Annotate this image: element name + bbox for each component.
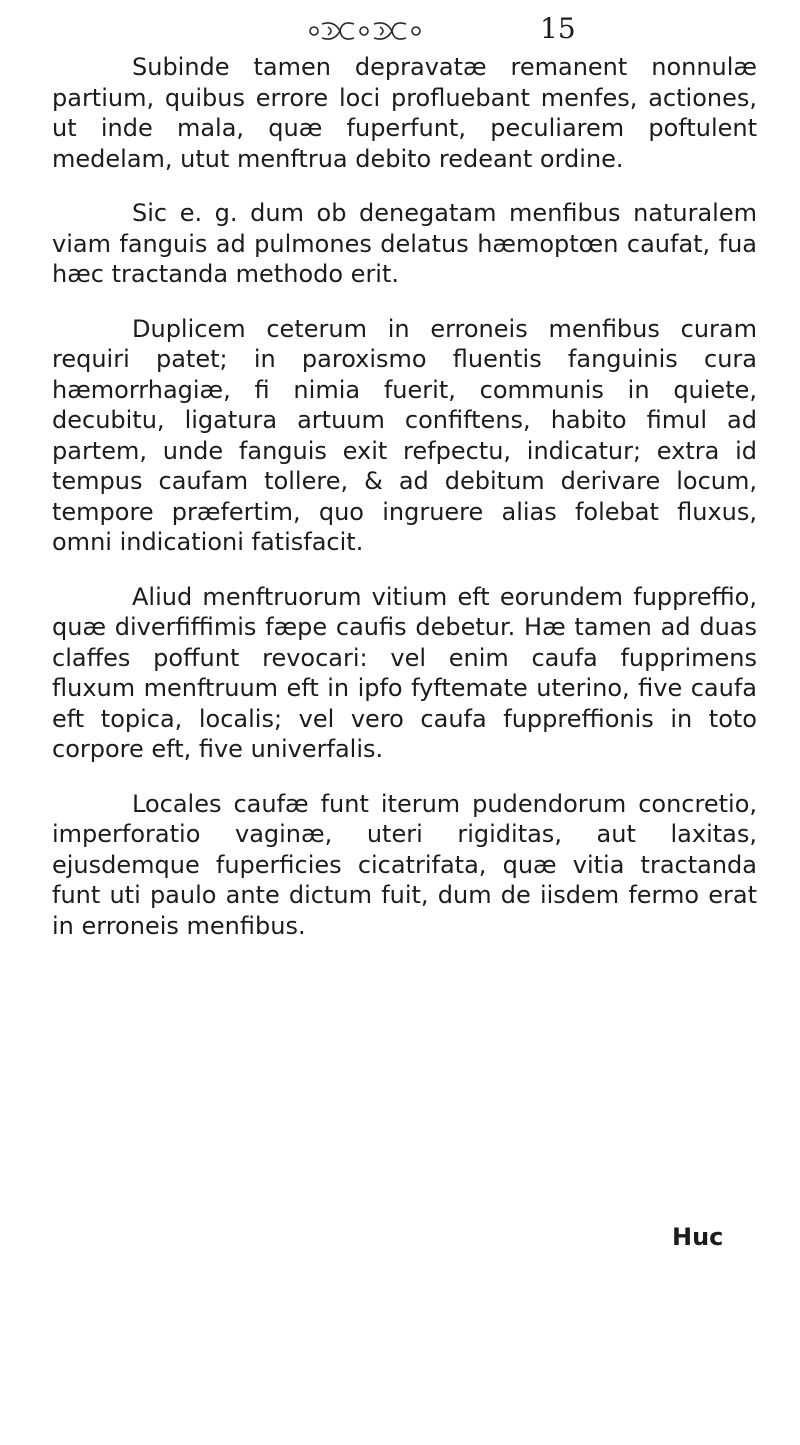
- page-header: [0, 12, 800, 52]
- printer-ornament-icon: [306, 16, 466, 42]
- paragraph-4: Aliud menftruorum vitium eft eorundem fuppreffio, quæ diverfiffimis fæpe caufis debetur. Hæ tamen ad duas claffes poffunt revocari: vel enim caufa fupprimens fluxum menftruum eft in ipfo fyftemate uterino, five caufa eft topica, localis; vel vero caufa fuppreffionis in toto corpore eft, five univerfalis.: [52, 582, 757, 763]
- catchword: Huc: [672, 1223, 724, 1251]
- paragraph-1: Subinde tamen depravatæ remanent nonnulæ partium, quibus errore loci profluebant menfes, actiones, ut inde mala, quæ fuperfunt, peculiarem poftulent medelam, utut menftrua debito redeant ordine.: [52, 53, 757, 173]
- paragraph-5: Locales caufæ funt iterum pudendorum concretio, imperforatio vaginæ, uteri rigiditas, aut laxitas, ejusdemque fuperficies cicatrifata, quæ vitia tractanda funt uti paulo ante dictum fuit, dum de iisdem fermo erat in erroneis menfibus.: [52, 789, 757, 940]
- paragraph-3: Duplicem ceterum in erroneis menfibus curam requiri patet; in paroxismo fluentis fanguinis cura hæmorrhagiæ, fi nimia fuerit, communis in quiete, decubitu, ligatura artuum confiftens, habito fimul ad partem, unde fanguis exit refpectu, indicatur; extra id tempus caufam tollere, & ad debitum derivare locum, tempore præfertim, quo ingruere alias folebat fluxus, omni indicationi fatisfacit.: [52, 314, 757, 556]
- page-number: 15: [540, 12, 576, 45]
- text-body: [52, 52, 757, 941]
- paragraph-2: Sic e. g. dum ob denegatam menfibus naturalem viam fanguis ad pulmones delatus hæmoptœn caufat, fua hæc tractanda methodo erit.: [52, 199, 757, 288]
